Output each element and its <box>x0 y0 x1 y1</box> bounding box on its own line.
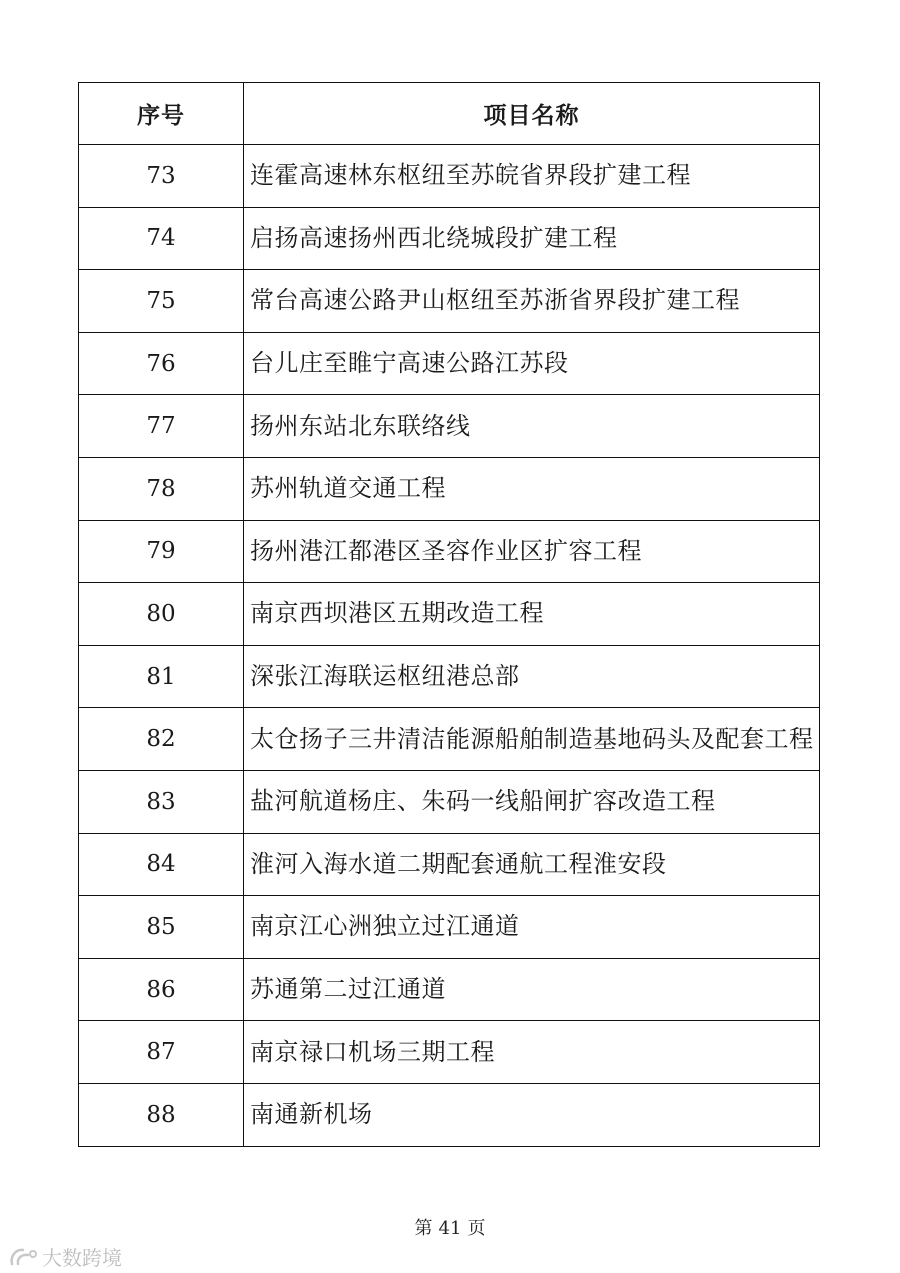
row-index: 86 <box>79 958 244 1021</box>
page-value: 41 <box>438 1218 462 1239</box>
row-project-name: 扬州东站北东联络线 <box>244 395 820 458</box>
row-index: 79 <box>79 520 244 583</box>
row-project-name: 苏通第二过江通道 <box>244 958 820 1021</box>
row-index: 78 <box>79 457 244 520</box>
row-index: 74 <box>79 207 244 270</box>
row-project-name: 南通新机场 <box>244 1083 820 1146</box>
table-row <box>79 520 820 583</box>
row-project-name: 常台高速公路尹山枢纽至苏浙省界段扩建工程 <box>244 270 820 333</box>
row-index: 87 <box>79 1021 244 1084</box>
watermark <box>8 1242 122 1271</box>
header-index: 序号 <box>79 83 244 145</box>
table-row <box>79 833 820 896</box>
table-row <box>79 395 820 458</box>
row-project-name: 盐河航道杨庄、朱码一线船闸扩容改造工程 <box>244 770 820 833</box>
row-index: 88 <box>79 1083 244 1146</box>
project-table <box>78 82 820 1147</box>
table-row <box>79 958 820 1021</box>
row-index: 83 <box>79 770 244 833</box>
table-row <box>79 270 820 333</box>
row-project-name: 深张江海联运枢纽港总部 <box>244 645 820 708</box>
table-header-row <box>79 83 820 145</box>
row-project-name: 南京江心洲独立过江通道 <box>244 896 820 959</box>
row-project-name: 启扬高速扬州西北绕城段扩建工程 <box>244 207 820 270</box>
row-index: 80 <box>79 583 244 646</box>
row-project-name: 苏州轨道交通工程 <box>244 457 820 520</box>
row-index: 81 <box>79 645 244 708</box>
row-project-name: 太仓扬子三井清洁能源船舶制造基地码头及配套工程 <box>244 708 820 771</box>
table-row <box>79 770 820 833</box>
page-suffix: 页 <box>467 1218 486 1239</box>
table-row <box>79 1021 820 1084</box>
row-index: 73 <box>79 145 244 208</box>
table-row <box>79 145 820 208</box>
table-row <box>79 1083 820 1146</box>
row-project-name: 连霍高速林东枢纽至苏皖省界段扩建工程 <box>244 145 820 208</box>
table-row <box>79 896 820 959</box>
row-index: 85 <box>79 896 244 959</box>
table-row <box>79 207 820 270</box>
row-project-name: 淮河入海水道二期配套通航工程淮安段 <box>244 833 820 896</box>
row-project-name: 南京西坝港区五期改造工程 <box>244 583 820 646</box>
row-index: 76 <box>79 332 244 395</box>
page-prefix: 第 <box>414 1218 433 1239</box>
table-row <box>79 708 820 771</box>
watermark-text: 大数跨境 <box>42 1246 122 1270</box>
table-row <box>79 332 820 395</box>
row-project-name: 扬州港江都港区圣容作业区扩容工程 <box>244 520 820 583</box>
row-index: 77 <box>79 395 244 458</box>
row-project-name: 台儿庄至睢宁高速公路江苏段 <box>244 332 820 395</box>
row-project-name: 南京禄口机场三期工程 <box>244 1021 820 1084</box>
table-row <box>79 457 820 520</box>
header-project-name: 项目名称 <box>244 83 820 145</box>
row-index: 75 <box>79 270 244 333</box>
page-number <box>0 1214 900 1240</box>
row-index: 82 <box>79 708 244 771</box>
row-index: 84 <box>79 833 244 896</box>
table-row <box>79 645 820 708</box>
brand-logo-icon <box>8 1246 38 1268</box>
table-row <box>79 583 820 646</box>
